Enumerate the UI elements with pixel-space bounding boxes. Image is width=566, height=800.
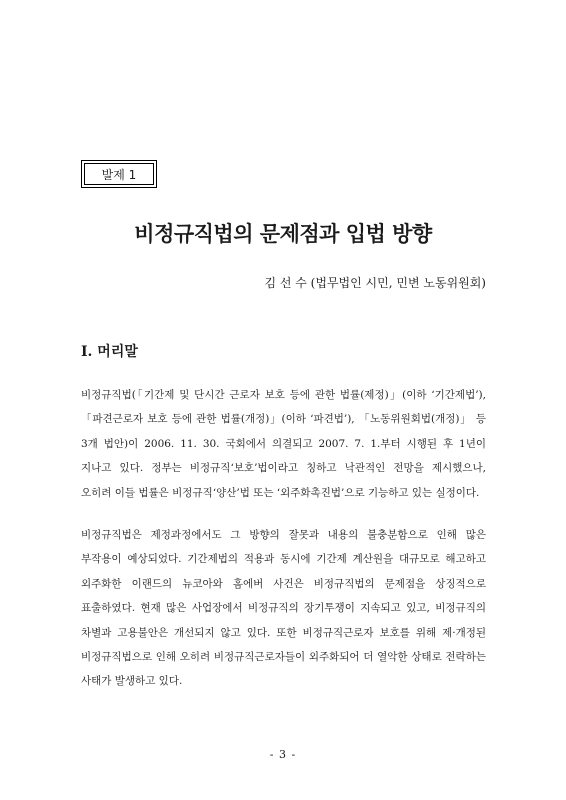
presentation-badge bbox=[81, 160, 157, 188]
author-line: 김 선 수 (법무법인 시민, 민변 노동위원회) bbox=[264, 276, 486, 290]
section-heading: Ⅰ. 머리말 bbox=[81, 344, 138, 360]
body-paragraph: 비정규직법은 제정과정에서도 그 방향의 잘못과 내용의 불충분함으로 인해 많은 부작용이 예상되었다. 기간제법의 적용과 동시에 기간제 계산원을 대규모로 해고하고 외주화한 이랜드의 뉴코아와 홈에버 사건은 비정규직법의 문제점을 상징적으로 표출하였다. 현재 많은 사업장에서 비정규직의 장기투쟁이 지속되고 있고, 비정규직의 차별과 고용불안은 개선되지 않고 있다. 또한 비정규직근로자 보호를 위해 제·개정된 비정규직법으로 인해 오히려 비정규직근로자들이 외주화되어 더 열악한 상태로 전락하는 사태가 발생하고 있다. bbox=[81, 529, 486, 688]
document-title: 비정규직법의 문제점과 입법 방향 bbox=[134, 221, 432, 246]
presentation-badge-label: 발제 1 bbox=[84, 163, 154, 185]
page-number: - 3 - bbox=[269, 748, 297, 761]
body-paragraph: 비정규직법(「기간제 및 단시간 근로자 보호 등에 관한 법률(제정)」(이하 ‘기간제법’), 「파견근로자 보호 등에 관한 법률(개정)」(이하 ‘파견법’), 「노동위원회법(개정)」 등 3개 법안)이 2006. 11. 30. 국회에서 의결되고 2007. 7. 1.부터 시행된 후 1년이 지나고 있다. 정부는 비정규직‘보호’법이라고 칭하고 낙관적인 전망을 제시했으나, 오히려 이들 법률은 비정규직‘양산’법 또는 ‘외주화촉진법’으로 기능하고 있는 실정이다. bbox=[81, 389, 486, 499]
